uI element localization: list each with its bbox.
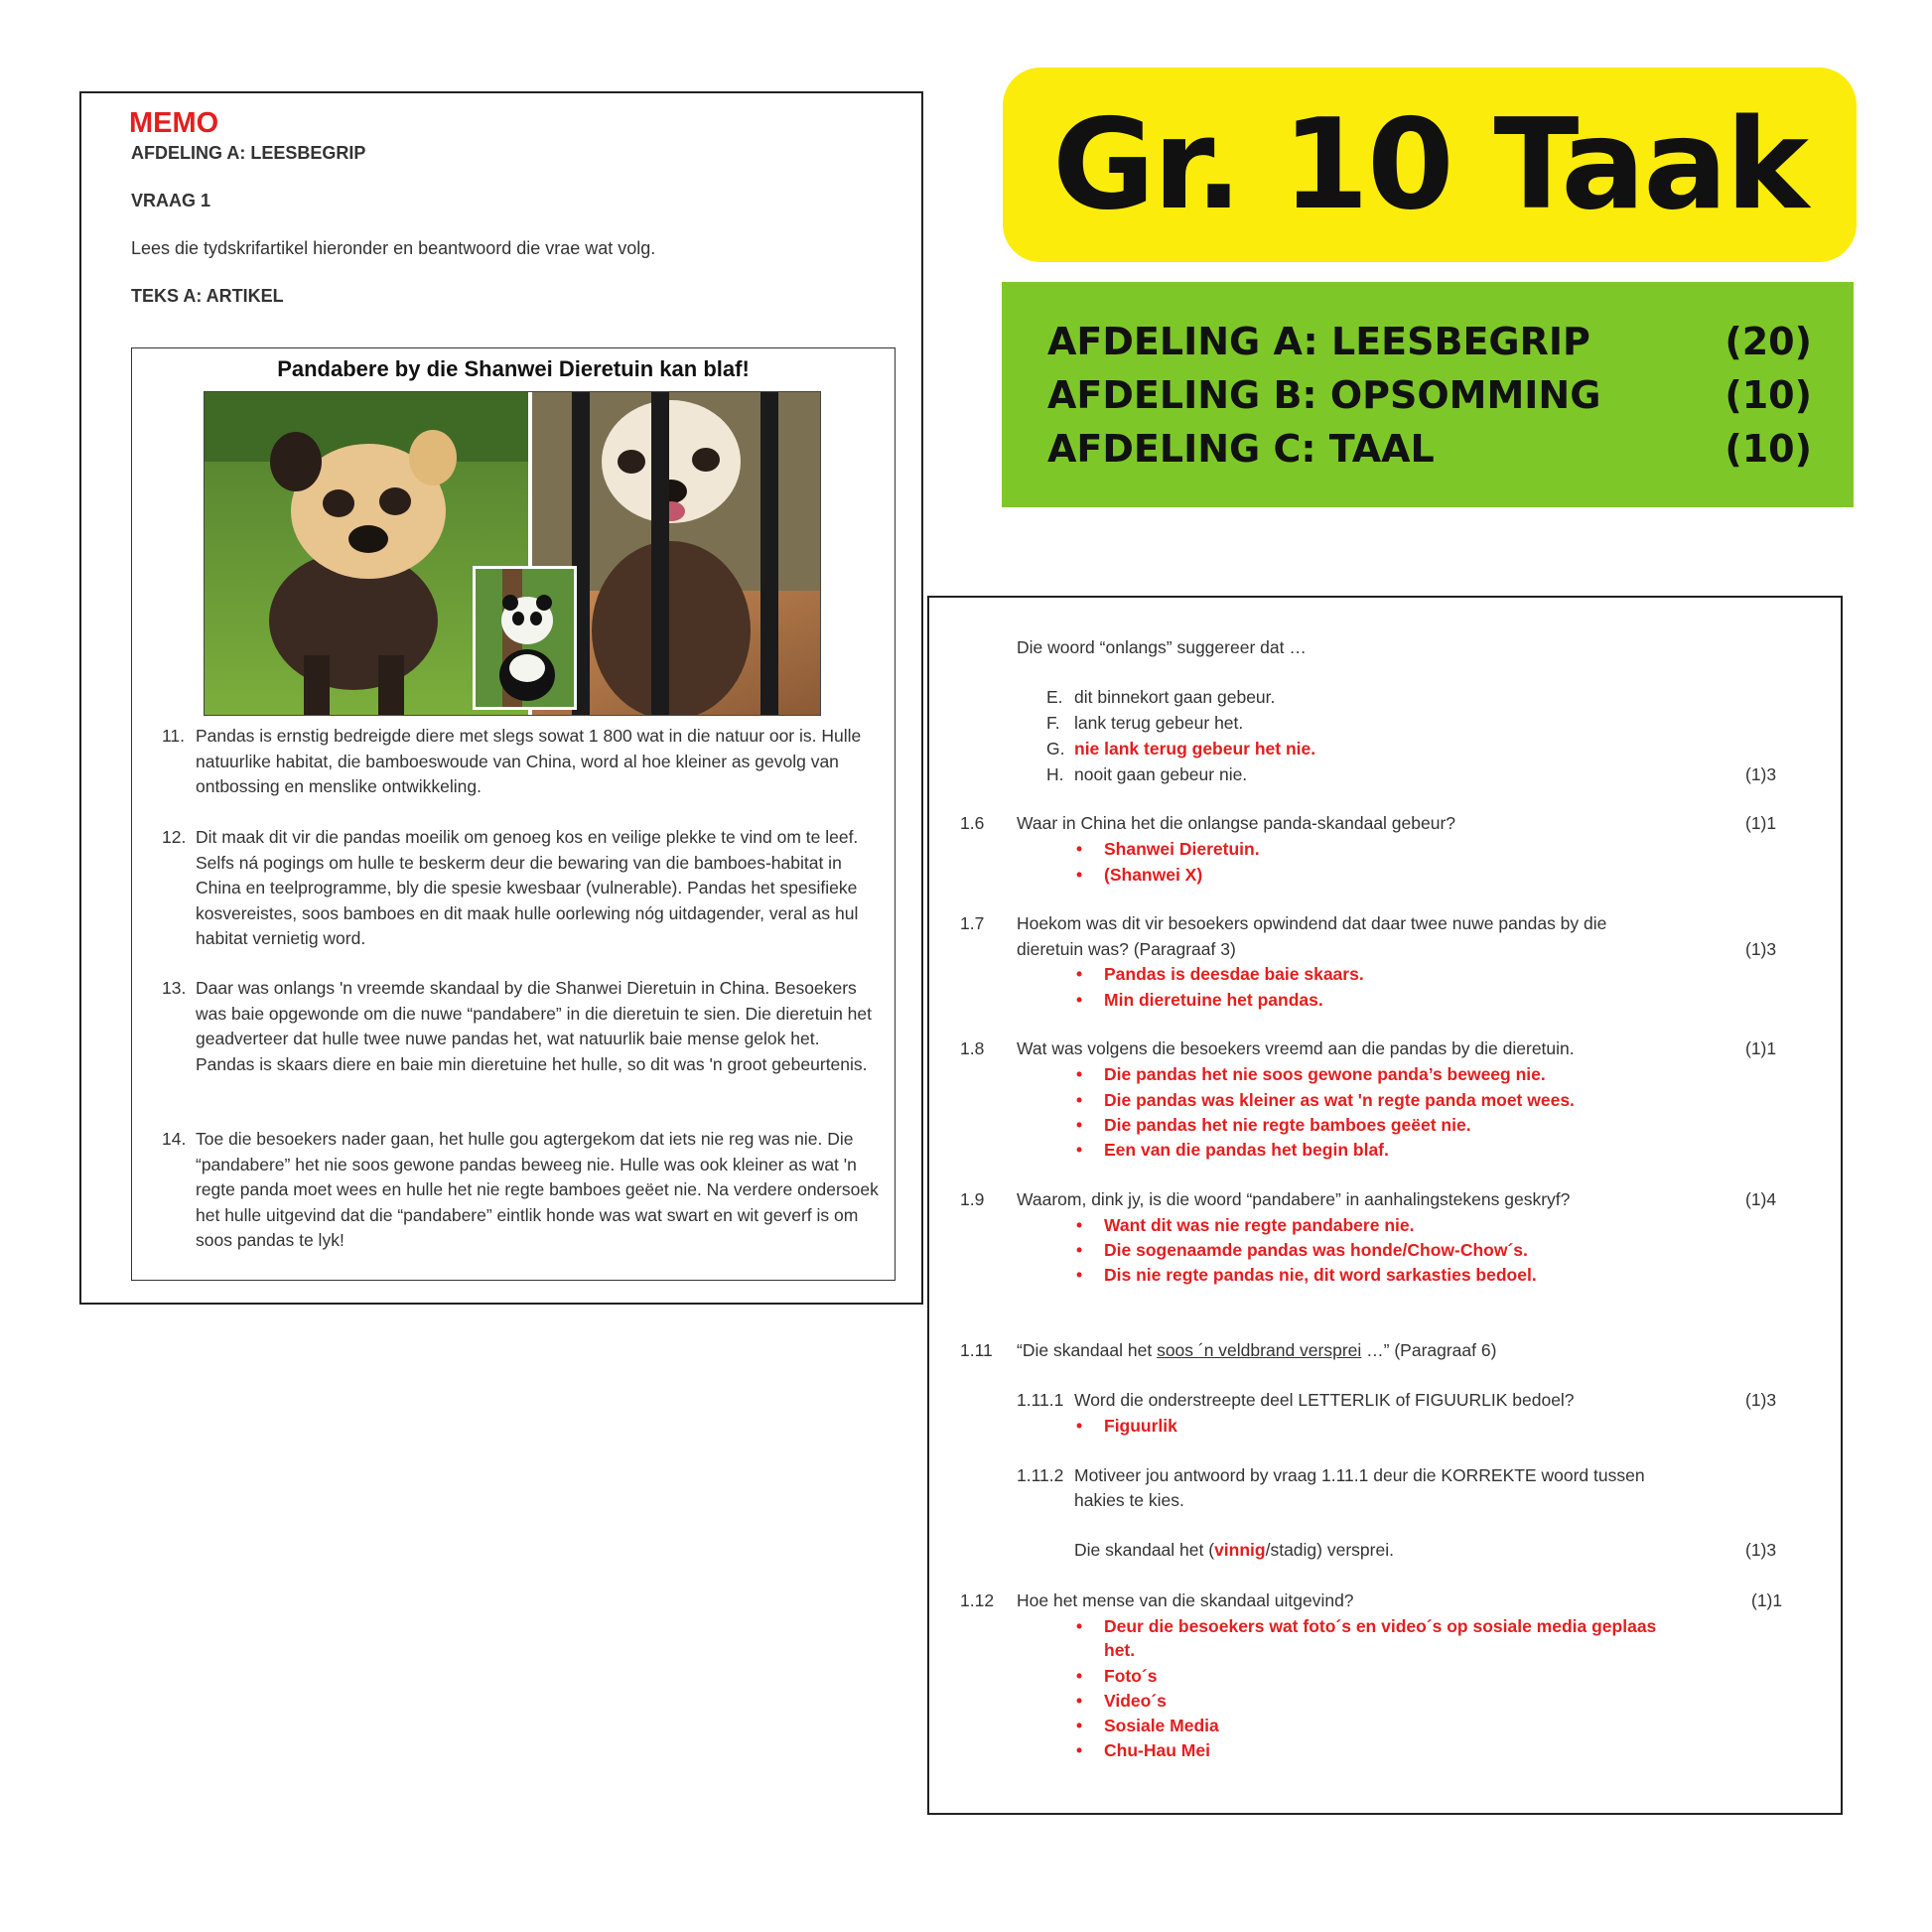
answer-1-6-b: • (Shanwei X) (1076, 865, 1203, 885)
correct-word: vinnig (1214, 1540, 1266, 1560)
quote-start: “Die skandaal het (1017, 1340, 1158, 1360)
question-1-12-text: Hoe het mense van die skandaal uitgevind? (1017, 1590, 1354, 1610)
option-text-correct: nie lank terug gebeur het nie. (1074, 739, 1316, 759)
question-1-5-mark: (1)3 (1745, 764, 1777, 784)
section-marks: (10) (1725, 373, 1812, 417)
option-f (1046, 713, 1244, 734)
sentence-end: /stadig) versprei. (1265, 1540, 1394, 1560)
article-paragraph-12 (162, 825, 879, 952)
article-paragraph-11 (162, 724, 879, 800)
panda-dogs-photo (204, 391, 821, 716)
option-letter: F. (1046, 713, 1060, 733)
question-1-11-2-text: Motiveer jou antwoord by vraag 1.11.1 deur die KORREKTE woord tussen (1074, 1465, 1645, 1485)
question-1-8-text: Wat was volgens die besoekers vreemd aan die pandas by die dieretuin. (1017, 1038, 1575, 1058)
answer-text: Deur die besoekers wat foto´s en video´s op sosiale media geplaas (1104, 1616, 1657, 1636)
question-1-11-2-number: 1.11.2 (1017, 1465, 1064, 1485)
page-title: Gr. 10 Taak (1051, 91, 1808, 237)
memo-label: MEMO (129, 107, 219, 139)
question-1-12-number: 1.12 (960, 1590, 995, 1610)
section-label: AFDELING B: OPSOMMING (1047, 373, 1601, 417)
question-1-9-text: Waarom, dink jy, is die woord “pandabere” in aanhalingstekens geskryf? (1017, 1189, 1571, 1209)
article-paragraph-14 (162, 1127, 879, 1254)
question-1-8-mark: (1)1 (1745, 1038, 1777, 1058)
answer-1-12-b: • Foto´s (1076, 1666, 1158, 1686)
answer-1-11-1: • Figuurlik (1076, 1416, 1177, 1436)
answer-text: Dis nie regte pandas nie, dit word sarkasties bedoel. (1104, 1265, 1537, 1285)
question-1-12-mark: (1)1 (1751, 1590, 1783, 1610)
question-heading: VRAAG 1 (131, 191, 211, 210)
answer-1-9-b: • Die sogenaamde pandas was honde/Chow-Chow´s. (1076, 1240, 1528, 1260)
answer-text: Die pandas het nie regte bamboes geëet nie. (1104, 1115, 1471, 1135)
option-text: nooit gaan gebeur nie. (1074, 764, 1248, 784)
answer-1-12-d: • Sosiale Media (1076, 1716, 1219, 1735)
sections-summary-box (1002, 282, 1854, 507)
question-1-7-number: 1.7 (960, 913, 985, 933)
answer-text: Die pandas was kleiner as wat 'n regte panda moet wees. (1104, 1090, 1575, 1110)
question-1-7-text: Hoekom was dit vir besoekers opwindend dat daar twee nuwe pandas by die (1017, 913, 1607, 933)
question-1-11-1-text: Word die onderstreepte deel LETTERLIK of FIGUURLIK bedoel? (1074, 1390, 1575, 1410)
paragraph-text: Dit maak dit vir die pandas moeilik om genoeg kos en veilige plekke te vind om te leef. Selfs ná pogings om hulle te beskerm deur die bewaring van die bamboes-habitat in China en teelprogramme, bly die spesie kwesbaar (vulnerable). Pandas het spesifieke kosvereistes, soos bamboes en dit maak hulle oorlewing nóg uitdagender, veral as hul habitat vernietig word. (196, 827, 859, 948)
question-1-5-stem: Die woord “onlangs” suggereer dat … (1017, 637, 1307, 657)
answer-text: Een van die pandas het begin blaf. (1104, 1140, 1389, 1160)
quote-end: …” (Paragraaf 6) (1361, 1340, 1497, 1360)
article-box (131, 347, 896, 1281)
answer-1-8-a: • Die pandas het nie soos gewone panda’s beweeg nie. (1076, 1064, 1546, 1084)
paragraph-number: 13. (162, 978, 187, 998)
question-1-11-text (1017, 1340, 1496, 1361)
question-1-11-2-sentence (1074, 1540, 1394, 1561)
answer-1-8-d: • Een van die pandas het begin blaf. (1076, 1140, 1389, 1160)
option-text: dit binnekort gaan gebeur. (1074, 687, 1276, 707)
question-1-11-1-number: 1.11.1 (1017, 1390, 1064, 1410)
answer-1-12-a: • Deur die besoekers wat foto´s en video´s op sosiale media geplaas (1076, 1616, 1657, 1636)
underlined-phrase: soos ´n veldbrand versprei (1157, 1340, 1362, 1360)
option-letter: G. (1046, 739, 1065, 759)
section-marks: (20) (1725, 320, 1812, 363)
question-1-6-text: Waar in China het die onlangse panda-skandaal gebeur? (1017, 813, 1456, 833)
memo-page-1 (79, 91, 923, 1305)
text-label: TEKS A: ARTIKEL (131, 286, 284, 306)
answer-1-7-b: • Min dieretuine het pandas. (1076, 990, 1323, 1010)
answer-text: Sosiale Media (1104, 1716, 1219, 1735)
question-1-11-2-text-line2: hakies te kies. (1074, 1490, 1184, 1510)
answer-1-9-a: • Want dit was nie regte pandabere nie. (1076, 1215, 1415, 1235)
paragraph-number: 12. (162, 827, 187, 847)
paragraph-number: 11. (162, 726, 186, 746)
option-h (1046, 764, 1248, 785)
option-text: lank terug gebeur het. (1074, 713, 1244, 733)
section-heading: AFDELING A: LEESBEGRIP (131, 143, 366, 163)
answer-1-8-c: • Die pandas het nie regte bamboes geëet nie. (1076, 1115, 1471, 1135)
answer-1-6-a: • Shanwei Dieretuin. (1076, 839, 1260, 859)
panda-dogs-illustration (205, 392, 820, 715)
answer-1-8-b: • Die pandas was kleiner as wat 'n regte panda moet wees. (1076, 1090, 1575, 1110)
answer-1-12-a-cont: het. (1104, 1640, 1136, 1660)
answer-text: Min dieretuine het pandas. (1104, 990, 1323, 1010)
answer-text: Die sogenaamde pandas was honde/Chow-Chow´s. (1104, 1240, 1528, 1260)
section-row-c (1047, 427, 1812, 473)
option-letter: E. (1046, 687, 1063, 707)
instruction-text: Lees die tydskrifartikel hieronder en beantwoord die vrae wat volg. (131, 238, 656, 258)
title-banner (1003, 68, 1857, 262)
question-1-9-number: 1.9 (960, 1189, 985, 1209)
question-1-7-text-line2: dieretuin was? (Paragraaf 3) (1017, 939, 1236, 959)
question-1-6-mark: (1)1 (1745, 813, 1777, 833)
option-e (1046, 687, 1276, 708)
question-1-6-number: 1.6 (960, 813, 985, 833)
answer-text: Pandas is deesdae baie skaars. (1104, 964, 1364, 984)
section-label: AFDELING A: LEESBEGRIP (1047, 320, 1590, 363)
answer-1-9-c: • Dis nie regte pandas nie, dit word sarkasties bedoel. (1076, 1265, 1537, 1285)
answer-text: Video´s (1104, 1691, 1167, 1711)
answer-text: Want dit was nie regte pandabere nie. (1104, 1215, 1415, 1235)
question-1-11-2-mark: (1)3 (1745, 1540, 1777, 1560)
question-1-11-1-mark: (1)3 (1745, 1390, 1777, 1410)
paragraph-text: Pandas is ernstig bedreigde diere met slegs sowat 1 800 wat in die natuur oor is. Hulle natuurlike habitat, die bamboeswoude van China, word al hoe kleiner as gevolg van ontbossing en menslike ontwikkeling. (196, 726, 862, 796)
answer-text: Chu-Hau Mei (1104, 1740, 1210, 1760)
option-g (1046, 739, 1316, 759)
answer-text: (Shanwei X) (1104, 865, 1203, 885)
question-1-7-mark: (1)3 (1745, 939, 1777, 959)
section-row-a (1047, 320, 1812, 365)
memo-page-2 (927, 596, 1843, 1815)
paragraph-text: Daar was onlangs 'n vreemde skandaal by die Shanwei Dieretuin in China. Besoekers was baie opgewonde om die nuwe “pandabere” in die dieretuin te sien. Die dieretuin het geadverteer dat hulle twee nuwe pandas het, wat natuurlik baie mense gelok het. Pandas is skaars diere en baie min dieretuine het hulle, so dit was 'n groot gebeurtenis. (196, 978, 872, 1074)
paragraph-text: Toe die besoekers nader gaan, het hulle gou agtergekom dat iets nie reg was nie. Die “pandabere” het nie soos gewone pandas beweeg nie. Hulle was ook kleiner as wat 'n regte panda moet wees en hulle het nie regte bamboes geëet nie. Na verdere ondersoek het hulle uitgevind dat die “pandabere” eintlik honde was wat swart en wit geverf is om soos pandas te lyk! (196, 1129, 879, 1250)
answer-1-7-a: • Pandas is deesdae baie skaars. (1076, 964, 1364, 984)
answer-1-12-e: • Chu-Hau Mei (1076, 1740, 1210, 1760)
answer-1-12-c: • Video´s (1076, 1691, 1167, 1711)
question-1-8-number: 1.8 (960, 1038, 985, 1058)
answer-text: Foto´s (1104, 1666, 1158, 1686)
section-label: AFDELING C: TAAL (1047, 427, 1435, 471)
paragraph-number: 14. (162, 1129, 187, 1149)
section-row-b (1047, 373, 1812, 419)
section-marks: (10) (1725, 427, 1812, 471)
article-title: Pandabere by die Shanwei Dieretuin kan blaf! (277, 356, 750, 381)
option-letter: H. (1046, 764, 1064, 784)
sentence-start: Die skandaal het ( (1074, 1540, 1215, 1560)
answer-text: Figuurlik (1104, 1416, 1177, 1436)
article-paragraph-13 (162, 976, 879, 1077)
answer-text: Die pandas het nie soos gewone panda’s beweeg nie. (1104, 1064, 1546, 1084)
question-1-11-number: 1.11 (960, 1340, 993, 1360)
answer-text: Shanwei Dieretuin. (1104, 839, 1260, 859)
question-1-9-mark: (1)4 (1745, 1189, 1777, 1209)
